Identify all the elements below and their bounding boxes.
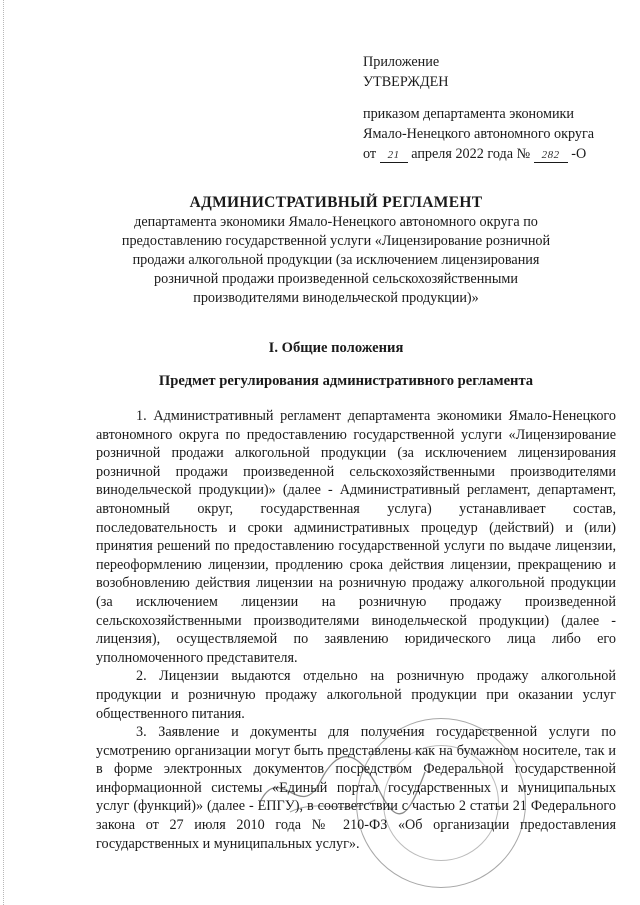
order-date-line — [363, 144, 633, 164]
title-line-3: продажи алкогольной продукции (за исключением лицензирования — [132, 252, 540, 268]
order-line-2: Ямало-Ненецкого автономного округа — [363, 126, 595, 142]
date-month-year: апреля 2022 года № — [411, 146, 531, 162]
title-line-4: розничной продажи произведенной сельскохозяйственными — [154, 271, 518, 287]
order-line-1: приказом департамента экономики — [363, 106, 575, 122]
document-title: АДМИНИСТРАТИВНЫЙ РЕГЛАМЕНТ — [189, 194, 483, 211]
paragraph-1: 1. Административный регламент департамента экономики Ямало-Ненецкого автономного округа по предоставлению государственной услуги «Лицензирование розничной продажи алкогольной продукции (за исключением лицензирования розничной продажи произведенной сельскохозяйственными производителями винодельческой продукции)» (далее - Административный регламент, департамент, автономный округ, государственная услуга) устанавливает состав, последовательность и сроки административных процедур (действий) и (или) принятия решений по предоставлению государственной услуги по выдаче лицензии, переоформлению лицензии, продлению срока действия лицензии, прекращению и возобновлению действия лицензии на розничную продажу алкогольной продукции (за исключением лицензии на розничную продажу произведенной сельскохозяйственными производителями винодельческой продукции) (далее - лицензия), осуществляемой по заявлению юридического лица либо его уполномоченного представителя. — [96, 408, 616, 666]
paragraph-3: 3. Заявление и документы для получения государственной услуги по усмотрению организации могут быть представлены как на бумажном носителе, так и в форме электронных документов посредством Федеральной государственной информационной системы «Единый портал государственных и муниципальных услуг (функций)» (далее - ЕПГУ), в соответствии с частью 2 статьи 21 Федерального закона от 27 июля 2010 года № 210-ФЗ «Об организации предоставления государственных и муниципальных услуг». — [96, 724, 616, 852]
number-suffix: -О — [571, 146, 587, 162]
date-prefix: от — [363, 146, 377, 162]
appendix-label: Приложение — [363, 54, 440, 70]
scan-edge-line — [3, 0, 5, 905]
section-heading: I. Общие положения — [268, 340, 404, 356]
title-line-2: предоставлению государственной услуги «Лицензирование розничной — [121, 233, 551, 249]
approved-label: УТВЕРЖДЕН — [363, 74, 449, 90]
handwritten-order-number: 282 — [534, 148, 568, 163]
title-line-1: департамента экономики Ямало-Ненецкого автономного округа по — [134, 214, 538, 230]
approval-block — [363, 52, 633, 164]
body-text — [96, 407, 616, 853]
title-line-5: производителями винодельческой продукции)» — [193, 290, 479, 306]
title-block — [96, 193, 576, 308]
handwritten-day: 21 — [380, 148, 408, 163]
section-subheading: Предмет регулирования административного регламента — [158, 373, 534, 389]
paragraph-2: 2. Лицензии выдаются отдельно на розничную продажу алкогольной продукции и розничную продажу алкогольной продукции при оказании услуг общественного питания. — [96, 668, 616, 722]
